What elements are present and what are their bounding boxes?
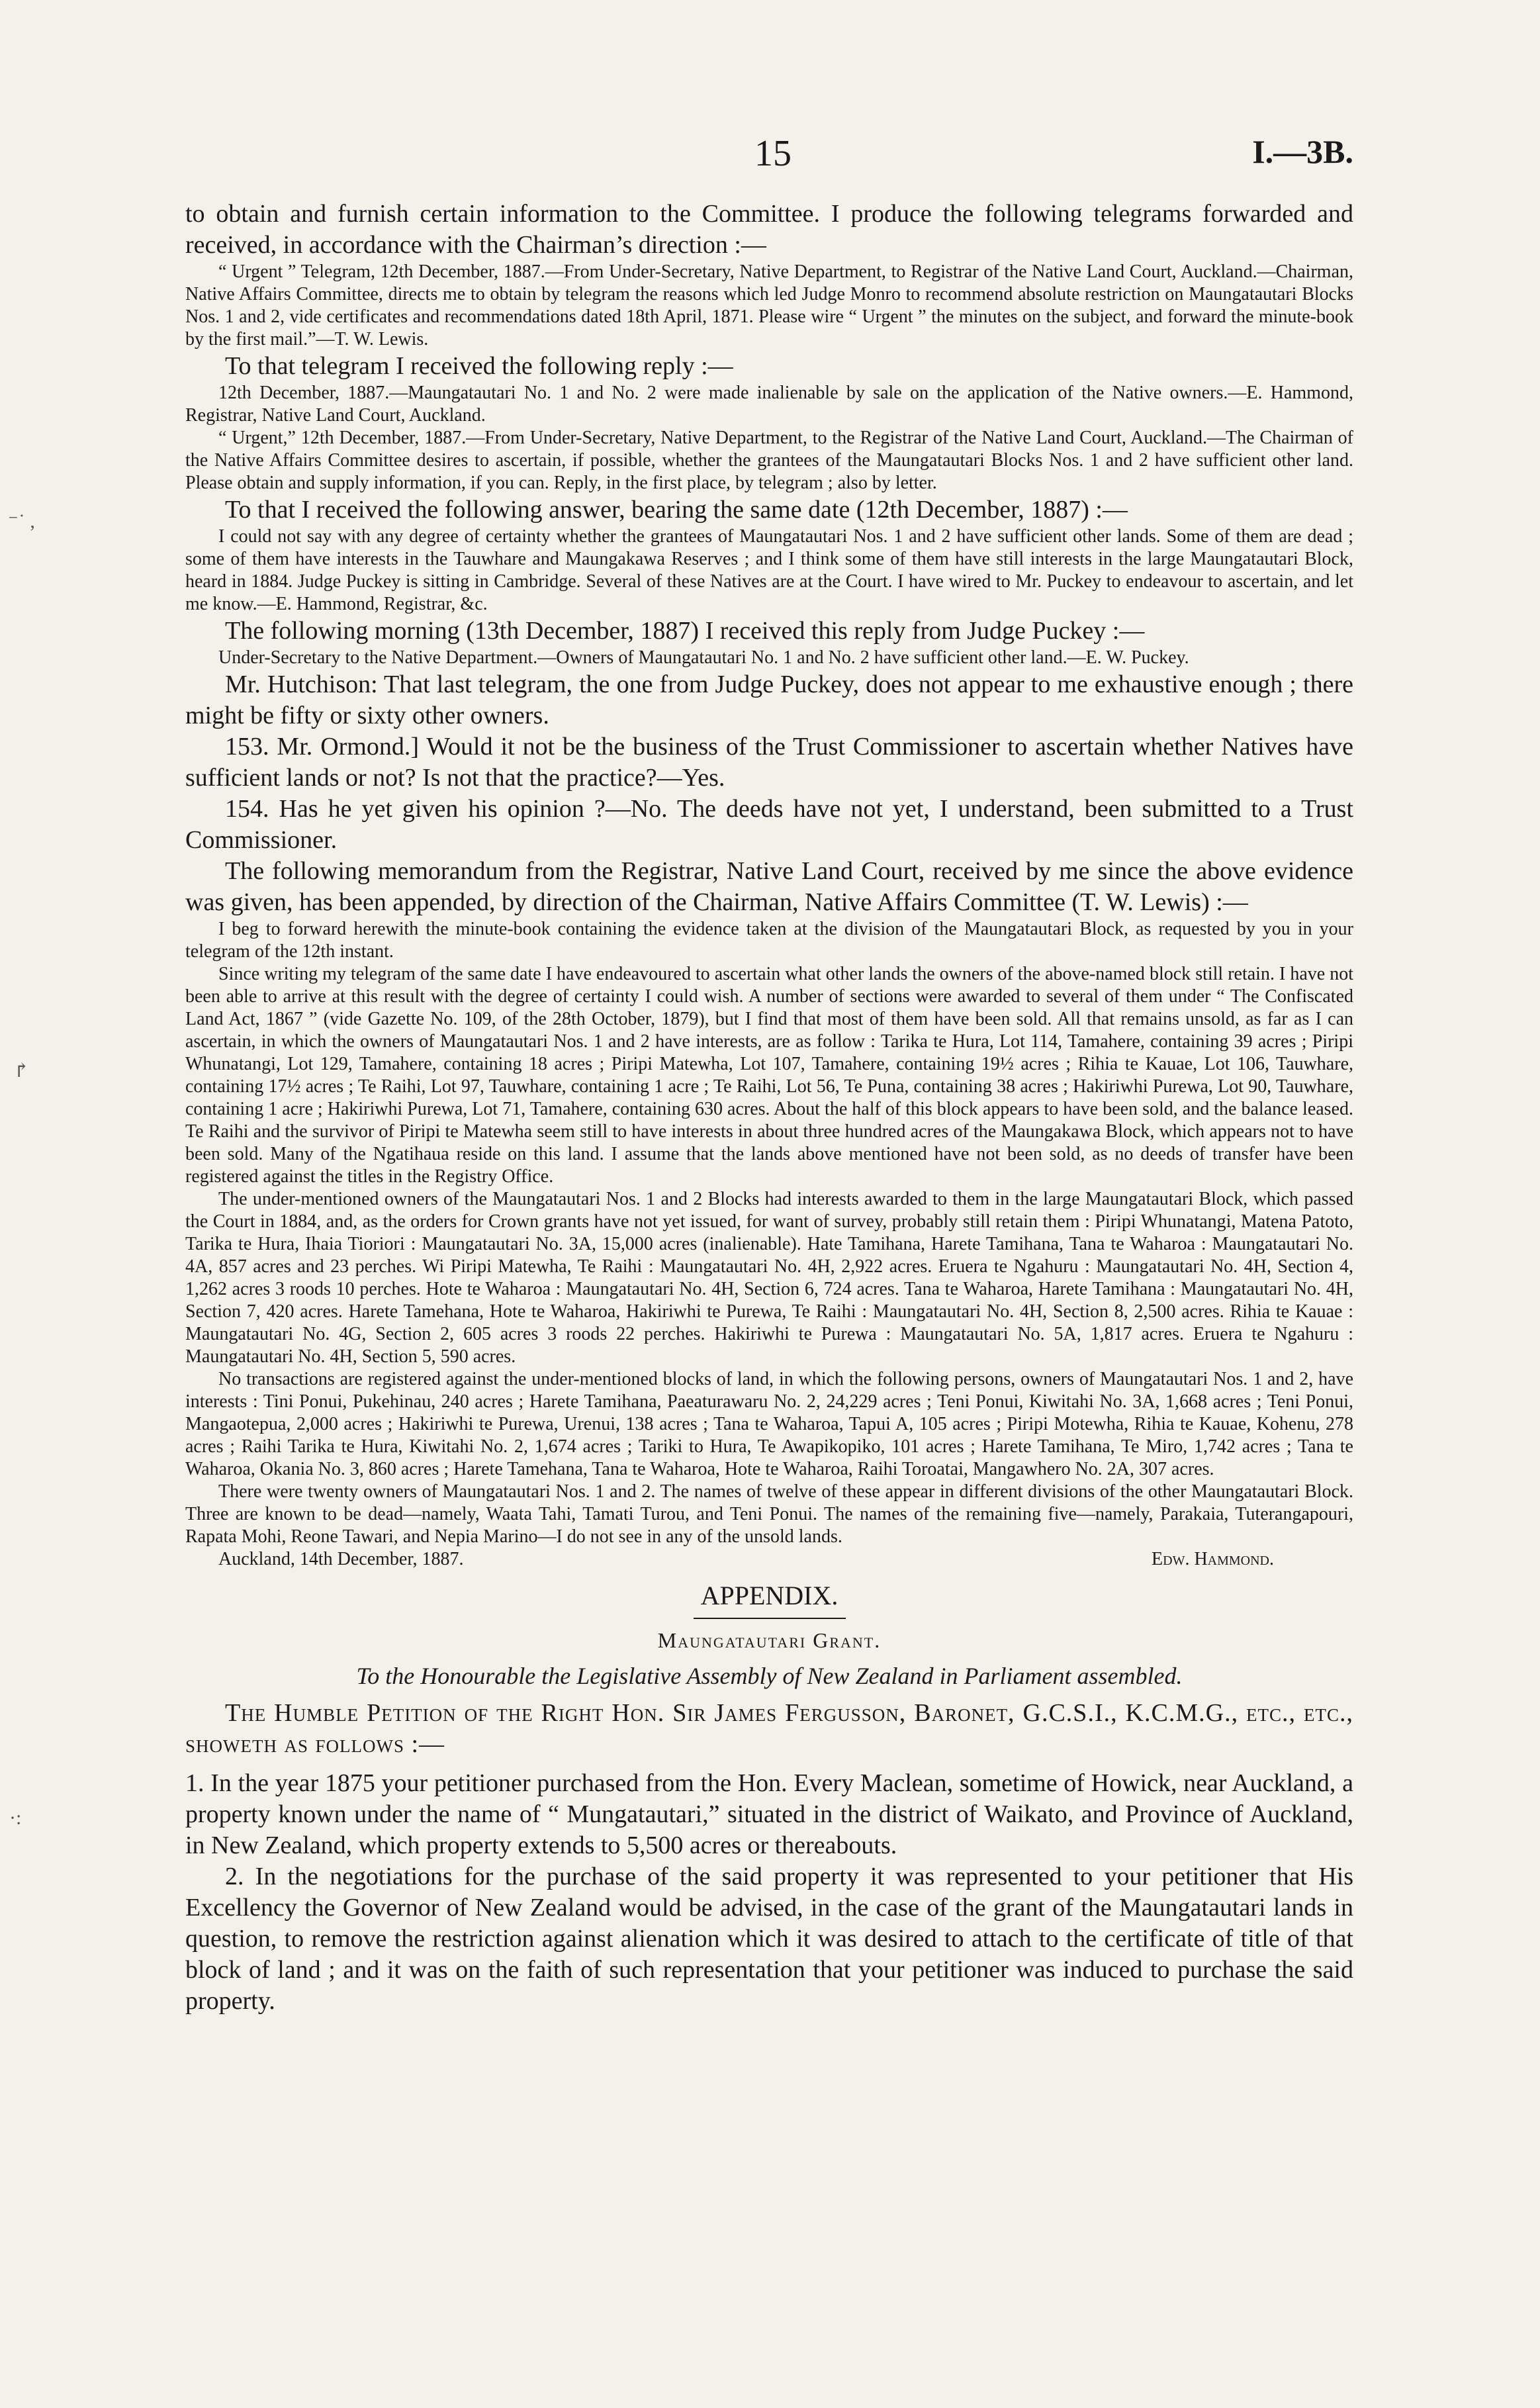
appendix-heading: APPENDIX. <box>700 1581 838 1610</box>
paragraph: The following morning (13th December, 1887) I received this reply from Judge Puckey :— <box>225 617 1145 645</box>
petition-title: The Humble Petition of the Right Hon. Sir James Fergusson, Baronet, G.C.S.I., K.C.M.G., etc., etc., showeth as follows :— <box>185 1699 1353 1758</box>
telegram-text: 12th December, 1887.—Maungatautari No. 1 and No. 2 were made inalienable by sale on the application of the Native owners.—E. Hammond, Registrar, Native Land Court, Auckland. <box>185 383 1353 426</box>
petition-paragraph: 1. In the year 1875 your petitioner purchased from the Hon. Every Maclean, sometime of Howick, near Auckland, a property known under the name of “ Mungatautari,” situated in the district of Waikato, and Province of Auckland, in New Zealand, which property extends to 5,500 acres or thereabouts. <box>185 1769 1353 1859</box>
margin-mark: ↱ <box>13 1060 30 1082</box>
paragraph: to obtain and furnish certain information to the Committee. I produce the following telegrams forwarded and received, in accordance with the Chairman’s direction :— <box>185 200 1353 259</box>
petition-paragraph: 2. In the negotiations for the purchase of the said property it was represented to your petitioner that His Excellency the Governor of New Zealand would be advised, in the case of the grant of the Maungatautari lands in question, to remove the restriction against alienation which it was desired to attach to the certificate of title of that block of land ; and it was on the faith of such representation that your petitioner was induced to purchase the said property. <box>185 1863 1353 2015</box>
signature-name: Edw. Hammond. <box>1152 1549 1274 1569</box>
question-paragraph: 153. Mr. Ormond.] Would it not be the business of the Trust Commissioner to ascertain whether Natives have sufficient lands or not? Is not that the practice?—Yes. <box>185 733 1353 792</box>
question-paragraph: 154. Has he yet given his opinion ?—No. The deeds have not yet, I understand, been submitted to a Trust Commissioner. <box>185 795 1353 854</box>
appendix-subheading: Maungatautari Grant. <box>657 1628 882 1652</box>
petition-address: To the Honourable the Legislative Assembly of New Zealand in Parliament assembled. <box>356 1663 1183 1689</box>
memorandum-signature <box>185 1548 1353 1571</box>
telegram-text: Under-Secretary to the Native Department.—Owners of Maungatautari No. 1 and No. 2 have sufficient other land.—E. W. Puckey. <box>218 647 1189 668</box>
paragraph: To that telegram I received the following reply :— <box>225 352 733 380</box>
margin-mark: ·: <box>9 1807 22 1829</box>
page-number: 15 <box>754 133 792 174</box>
margin-mark: ⁻˙ , <box>8 510 35 532</box>
signature-place-date: Auckland, 14th December, 1887. <box>218 1549 464 1569</box>
memorandum-text: I beg to forward herewith the minute-book containing the evidence taken at the division of the Maungatautari Block, as requested by you in your telegram of the 12th instant. <box>185 919 1353 962</box>
paragraph: The following memorandum from the Registrar, Native Land Court, received by me since the above evidence was given, has been appended, by direction of the Chairman, Native Affairs Committee (T. W. Lewis) :— <box>185 857 1353 916</box>
paragraph: To that I received the following answer, bearing the same date (12th December, 1887) :— <box>225 496 1128 524</box>
divider <box>694 1618 846 1619</box>
memorandum-text: Since writing my telegram of the same date I have endeavoured to ascertain what other lands the owners of the above-named block still retain. I have not been able to arrive at this result with the degree of certainty I could wish. A number of sections were awarded to several of them under “ The Confiscated Land Act, 1867 ” (vide Gazette No. 109, of the 28th October, 1879), but I find that most of them have been sold. All that remains unsold, as far as I can ascertain, in which the owners of Maungatautari Nos. 1 and 2 have interests, are as follow : Tarika te Hura, Lot 114, Tamahere, containing 39 acres ; Piripi Whunatangi, Lot 129, Tamahere, containing 18 acres ; Piripi Matewha, Lot 107, Tamahere, containing 19½ acres ; Rihia te Kauae, Lot 106, Tauwhare, containing 17½ acres ; Te Raihi, Lot 97, Tauwhare, containing 1 acre ; Te Raihi, Lot 56, Te Puna, containing 38 acres ; Hakiriwhi Purewa, Lot 90, Tauwhare, containing 1 acre ; Hakiriwhi Purewa, Lot 71, Tamahere, containing 630 acres. About the half of this block appears to have been sold, and the balance leased. Te Raihi and the survivor of Piripi te Matewha seem still to have interests in about three hundred acres of the Maungakawa Block, which appears not to have been sold. Many of the Ngatihaua reside on this land. I assume that the lands above mentioned have not been sold, as no deeds of transfer have been registered against the titles in the Registry Office. <box>185 964 1353 1187</box>
memorandum-text: The under-mentioned owners of the Maungatautari Nos. 1 and 2 Blocks had interests awarded to them in the large Maungatautari Block, which passed the Court in 1884, and, as the orders for Crown grants have not yet issued, for want of survey, probably still retain them : Piripi Whunatangi, Matena Patoto, Tarika te Hura, Ihaia Tioriori : Maungatautari No. 3A, 15,000 acres (inalienable). Hate Tamihana, Harete Tamihana, Tana te Waharoa : Maungatautari No. 4A, 857 acres and 23 perches. Wi Piripi Matewha, Te Raihi : Maungatautari No. 4H, 2,922 acres. Eruera te Ngahuru : Maungatautari No. 4H, Section 4, 1,262 acres 3 roods 10 perches. Hote te Waharoa : Maungatautari No. 4H, Section 6, 724 acres. Tana te Waharoa, Harete Tamihana : Maungatautari No. 4H, Section 7, 420 acres. Harete Tamehana, Hote te Waharoa, Hakiriwhi te Purewa, Te Raihi : Maungatautari No. 4H, Section 8, 2,500 acres. Rihia te Kauae : Maungatautari No. 4G, Section 2, 605 acres 3 roods 22 perches. Hakiriwhi te Purewa : Maungatautari No. 5A, 1,817 acres. Eruera te Ngahuru : Maungatautari No. 4H, Section 5, 590 acres. <box>185 1189 1353 1367</box>
telegram-text: “ Urgent,” 12th December, 1887.—From Under-Secretary, Native Department, to the Registrar of the Native Land Court, Auckland.—The Chairman of the Native Affairs Committee desires to ascertain, if possible, whether the grantees of the Maungatautari Blocks Nos. 1 and 2 have sufficient other land. Please obtain and supply information, if you can. Reply, in the first place, by telegram ; also by letter. <box>185 428 1353 493</box>
paragraph: Mr. Hutchison: That last telegram, the one from Judge Puckey, does not appear to me exhaustive enough ; there might be fifty or sixty other owners. <box>185 671 1353 729</box>
telegram-text: “ Urgent ” Telegram, 12th December, 1887.—From Under-Secretary, Native Department, to Registrar of the Native Land Court, Auckland.—Chairman, Native Affairs Committee, directs me to obtain by telegram the reasons which led Judge Monro to recommend absolute restriction on Maungatautari Blocks Nos. 1 and 2, vide certificates and recommendations dated 18th April, 1871. Please wire “ Urgent ” the minutes on the subject, and forward the minute-book by the first mail.”—T. W. Lewis. <box>185 261 1353 349</box>
document-page <box>185 132 1353 2017</box>
document-reference: I.—3B. <box>1252 133 1353 170</box>
telegram-text: I could not say with any degree of certainty whether the grantees of Maungatautari Nos. 1 and 2 have sufficient other lands. Some of them are dead ; some of them have interests in the Tauwhare and Maungakawa Reserves ; and I think some of them have still interests in the large Maungatautari Block, heard in 1884. Judge Puckey is sitting in Cambridge. Several of these Natives are at the Court. I have wired to Mr. Puckey to endeavour to ascertain, and let me know.—E. Hammond, Registrar, &c. <box>185 526 1353 614</box>
page-header <box>185 132 1353 199</box>
memorandum-text: There were twenty owners of Maungatautari Nos. 1 and 2. The names of twelve of these appear in different divisions of the other Maungatautari Block. Three are known to be dead—namely, Waata Tahi, Tamati Turou, and Teni Ponui. The names of the remaining five—namely, Parakaia, Tuterangapouri, Rapata Mohi, Reone Tawari, and Nepia Marino—I do not see in any of the unsold lands. <box>185 1481 1353 1547</box>
memorandum-text: No transactions are registered against the under-mentioned blocks of land, in which the following persons, owners of Maungatautari Nos. 1 and 2, have interests : Tini Ponui, Pukehinau, 240 acres ; Harete Tamihana, Paeaturawaru No. 2, 24,229 acres ; Teni Ponui, Kiwitahi No. 3A, 1,668 acres ; Teni Ponui, Mangaotepua, 2,000 acres ; Hakiriwhi te Purewa, Urenui, 138 acres ; Tana te Waharoa, Tapui A, 105 acres ; Piripi Motewha, Rihia te Kauae, Kohenu, 278 acres ; Raihi Tarika te Hura, Kiwitahi No. 2, 1,674 acres ; Tariki to Hura, Te Awapikopiko, 101 acres ; Harete Tamihana, Te Miro, 1,742 acres ; Tana te Waharoa, Okania No. 3, 860 acres ; Harete Tamehana, Tana te Waharoa, Hote te Waharoa, Raihi Toroatai, Mangawhero No. 2A, 307 acres. <box>185 1369 1353 1479</box>
